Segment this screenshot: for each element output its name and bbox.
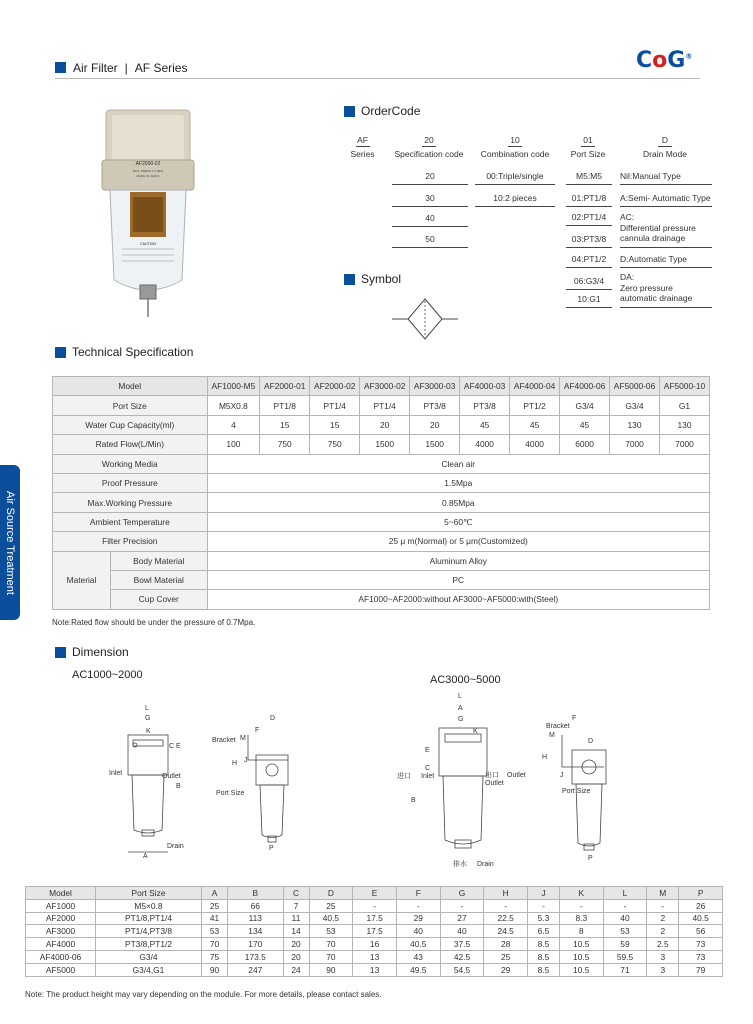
table-cell: 247 — [228, 963, 283, 976]
oc-col-spec: 20 Specification code — [394, 135, 464, 159]
table-cell: 40 — [396, 925, 440, 938]
order-code-heading — [344, 104, 420, 118]
svg-text:G: G — [458, 716, 464, 723]
svg-text:E: E — [176, 743, 181, 750]
table-row — [26, 887, 723, 900]
row-label: Max.Working Pressure — [53, 493, 208, 512]
table-cell: 3 — [647, 950, 679, 963]
spec-option: 30 — [392, 193, 468, 207]
table-cell: 8.5 — [528, 938, 560, 951]
svg-text:Port Size: Port Size — [562, 788, 591, 795]
table-cell: PC — [207, 570, 709, 589]
table-cell: 45 — [510, 415, 560, 434]
svg-text:L: L — [145, 705, 149, 712]
table-header-cell: F — [396, 887, 440, 900]
table-header-cell: AF2000-02 — [310, 377, 360, 396]
table-cell: G3/4 — [560, 396, 610, 415]
table-header-cell: AF5000-06 — [610, 377, 660, 396]
dimension-subtitle-left: AC1000~2000 — [72, 669, 143, 681]
page-title: Air Filter — [73, 60, 118, 75]
combination-option: 00:Triple/single — [475, 171, 555, 185]
table-header-cell: K — [559, 887, 603, 900]
page-header — [55, 61, 187, 74]
table-cell: 0.85Mpa — [207, 493, 709, 512]
table-header-cell: H — [484, 887, 528, 900]
port-option: 04:PT1/2 — [566, 254, 612, 268]
table-cell: PT1/4 — [310, 396, 360, 415]
section-marker — [55, 647, 66, 658]
table-cell: 59 — [603, 938, 647, 951]
svg-text:排水: 排水 — [453, 861, 467, 868]
oc-col-drain: D Drain Mode — [643, 135, 687, 159]
svg-text:Outlet: Outlet — [507, 772, 526, 779]
product-image — [98, 105, 198, 325]
page-header-rule — [55, 78, 700, 79]
table-header-cell: L — [603, 887, 647, 900]
table-cell: 8.5 — [528, 963, 560, 976]
model-cell: AF4000-06 — [26, 950, 96, 963]
svg-text:C: C — [425, 765, 431, 772]
table-cell: 53 — [309, 925, 353, 938]
port-option: M5:M5 — [566, 171, 612, 185]
table-row — [53, 493, 710, 512]
table-cell: 1500 — [410, 435, 460, 454]
table-cell: 5~60℃ — [207, 512, 709, 531]
table-cell: G1 — [660, 396, 710, 415]
table-cell: 4000 — [460, 435, 510, 454]
table-cell: G3/4,G1 — [96, 963, 202, 976]
drain-option-ac: AC: Differential pressure cannula drainage — [620, 212, 712, 248]
table-cell: 4000 — [510, 435, 560, 454]
port-option: 03:PT3/8 — [566, 234, 612, 248]
table-cell: Clean air — [207, 454, 709, 473]
table-cell: 5.3 — [528, 912, 560, 925]
table-cell: 79 — [679, 963, 723, 976]
svg-text:M: M — [549, 732, 555, 739]
table-row — [53, 551, 710, 570]
model-cell: AF1000 — [26, 899, 96, 912]
table-cell: PT3/8 — [410, 396, 460, 415]
table-cell: - — [396, 899, 440, 912]
svg-text:F: F — [255, 727, 260, 734]
dimension-subtitle-right: AC3000~5000 — [430, 674, 501, 686]
table-cell: 40 — [603, 912, 647, 925]
model-cell: AF3000 — [26, 925, 96, 938]
table-header-cell: Model — [26, 887, 96, 900]
table-header-cell: AF4000-04 — [510, 377, 560, 396]
table-cell: 100 — [207, 435, 260, 454]
table-cell: 40.5 — [679, 912, 723, 925]
table-cell: 173.5 — [228, 950, 283, 963]
table-cell: 29 — [396, 912, 440, 925]
svg-text:J: J — [560, 772, 564, 779]
table-header-cell: E — [353, 887, 397, 900]
table-row — [26, 925, 723, 938]
table-cell: - — [559, 899, 603, 912]
svg-text:P: P — [588, 855, 593, 862]
table-header-cell: P — [679, 887, 723, 900]
table-cell: 13 — [353, 950, 397, 963]
drawing-small-front — [100, 700, 200, 865]
product-caution: CAUTION — [140, 242, 156, 246]
table-cell: 90 — [202, 963, 228, 976]
table-cell: 17.5 — [353, 912, 397, 925]
table-row — [53, 415, 710, 434]
table-cell: 2.5 — [647, 938, 679, 951]
svg-text:Bracket: Bracket — [212, 737, 236, 744]
table-cell: 73 — [679, 950, 723, 963]
svg-text:E: E — [425, 747, 430, 754]
svg-text:C: C — [169, 743, 175, 750]
table-cell: - — [603, 899, 647, 912]
oc-col-combination: 10 Combination code — [480, 135, 550, 159]
table-cell: - — [484, 899, 528, 912]
svg-text:D: D — [270, 715, 276, 722]
table-cell: 13 — [353, 963, 397, 976]
table-cell: 71 — [603, 963, 647, 976]
svg-text:F: F — [572, 715, 577, 722]
table-cell: 15 — [310, 415, 360, 434]
table-header-cell: AF5000-10 — [660, 377, 710, 396]
row-label: Port Size — [53, 396, 208, 415]
dimension-table — [25, 886, 723, 977]
table-cell: 43 — [396, 950, 440, 963]
model-cell: AF5000 — [26, 963, 96, 976]
combination-option: 10:2 pieces — [475, 193, 555, 207]
table-cell: 7000 — [610, 435, 660, 454]
svg-text:K: K — [473, 728, 478, 735]
tech-spec-table — [52, 376, 710, 610]
table-cell: 750 — [310, 435, 360, 454]
table-header-cell: B — [228, 887, 283, 900]
model-cell: AF4000 — [26, 938, 96, 951]
table-cell: 24 — [283, 963, 309, 976]
table-cell: 4 — [207, 415, 260, 434]
svg-text:M: M — [240, 735, 246, 742]
svg-text:D: D — [588, 738, 594, 745]
tech-spec-title: Technical Specification — [72, 345, 194, 359]
svg-text:进口: 进口 — [397, 773, 411, 780]
table-cell: 15 — [260, 415, 310, 434]
row-label: Cup Cover — [111, 590, 208, 609]
table-cell: 2 — [647, 912, 679, 925]
svg-text:Outlet: Outlet — [162, 773, 181, 780]
table-cell: 42.5 — [440, 950, 484, 963]
table-cell: M5×0.8 — [96, 899, 202, 912]
table-header-cell: AF3000-02 — [360, 377, 410, 396]
table-header-cell: AF4000-06 — [560, 377, 610, 396]
drawing-large-side — [540, 705, 640, 865]
product-label-model: AF2000-02 — [135, 161, 161, 167]
table-cell: - — [647, 899, 679, 912]
table-cell: 7000 — [660, 435, 710, 454]
table-cell: 14 — [283, 925, 309, 938]
model-cell: AF2000 — [26, 912, 96, 925]
table-cell: 10.5 — [559, 963, 603, 976]
table-row — [53, 454, 710, 473]
section-marker — [344, 106, 355, 117]
svg-text:Drain: Drain — [167, 843, 184, 850]
row-label: Bowl Material — [111, 570, 208, 589]
svg-text:Port Size: Port Size — [216, 790, 245, 797]
drain-option-nil: Nil:Manual Type — [620, 171, 712, 185]
table-cell: - — [353, 899, 397, 912]
port-option: 01:PT1/8 — [566, 193, 612, 207]
table-cell: PT1/4,PT3/8 — [96, 925, 202, 938]
oc-col-port: 01 Port Size — [570, 135, 606, 159]
product-label-line2: MADE IN CHINA — [136, 174, 160, 178]
spec-option: 40 — [392, 213, 468, 227]
tech-spec-heading — [55, 345, 193, 359]
dimension-heading — [55, 645, 129, 659]
table-cell: 6.5 — [528, 925, 560, 938]
svg-text:Inlet: Inlet — [109, 770, 123, 777]
table-row — [26, 963, 723, 976]
filter-symbol-icon — [390, 297, 460, 341]
table-cell: Aluminum Alloy — [207, 551, 709, 570]
row-label: Proof Pressure — [53, 473, 208, 492]
symbol-title: Symbol — [361, 272, 402, 286]
table-cell: M5X0.8 — [207, 396, 260, 415]
table-cell: 1.5Mpa — [207, 473, 709, 492]
svg-text:Drain: Drain — [477, 861, 494, 868]
table-header-cell: AF3000-03 — [410, 377, 460, 396]
row-label: Body Material — [111, 551, 208, 570]
svg-text:Bracket: Bracket — [546, 723, 570, 730]
row-label: Water Cup Capacity(ml) — [53, 415, 208, 434]
svg-text:H: H — [542, 754, 548, 761]
table-cell: 10.5 — [559, 938, 603, 951]
row-label: Ambient Temperature — [53, 512, 208, 531]
product-label-line1: MAX. PRESS 1.0 MPa — [132, 169, 164, 173]
table-header-cell: C — [283, 887, 309, 900]
tech-spec-note: Note:Rated flow should be under the pressure of 0.7Mpa. — [52, 618, 256, 627]
table-cell: G3/4 — [96, 950, 202, 963]
table-cell: 1500 — [360, 435, 410, 454]
table-header-cell: M — [647, 887, 679, 900]
table-cell: 75 — [202, 950, 228, 963]
svg-text:Outlet: Outlet — [485, 780, 504, 787]
table-cell: 134 — [228, 925, 283, 938]
table-cell: 25 — [484, 950, 528, 963]
table-cell: 40.5 — [396, 938, 440, 951]
table-cell: 130 — [610, 415, 660, 434]
drain-option-d: D:Automatic Type — [620, 254, 712, 268]
row-label: Rated Flow(L/Min) — [53, 435, 208, 454]
table-cell: 73 — [679, 938, 723, 951]
table-cell: 8 — [559, 925, 603, 938]
table-cell: 26 — [679, 899, 723, 912]
table-cell: 53 — [202, 925, 228, 938]
table-cell: PT3/8,PT1/2 — [96, 938, 202, 951]
svg-text:L: L — [458, 693, 462, 700]
table-header-cell: A — [202, 887, 228, 900]
section-side-tab: Air Source Treatment — [0, 465, 20, 620]
title-separator: | — [124, 60, 128, 75]
table-cell: 20 — [283, 938, 309, 951]
table-cell: 49.5 — [396, 963, 440, 976]
table-header-cell: J — [528, 887, 560, 900]
drain-option-a: A:Semi- Automatic Type — [620, 193, 712, 207]
table-cell: 170 — [228, 938, 283, 951]
table-cell: 40 — [440, 925, 484, 938]
table-cell: 45 — [560, 415, 610, 434]
table-cell: 53 — [603, 925, 647, 938]
row-label: Filter Precision — [53, 532, 208, 551]
table-cell: 27 — [440, 912, 484, 925]
svg-text:P: P — [269, 845, 274, 852]
svg-text:A: A — [143, 853, 148, 860]
table-cell: 56 — [679, 925, 723, 938]
table-row — [53, 532, 710, 551]
section-marker — [55, 347, 66, 358]
table-cell: 66 — [228, 899, 283, 912]
table-cell: 70 — [309, 950, 353, 963]
table-row — [53, 435, 710, 454]
table-cell: 7 — [283, 899, 309, 912]
table-cell: G3/4 — [610, 396, 660, 415]
table-cell: PT1/2 — [510, 396, 560, 415]
table-cell: 10.5 — [559, 950, 603, 963]
drawing-small-side — [212, 710, 302, 860]
table-cell: - — [528, 899, 560, 912]
svg-text:B: B — [176, 783, 181, 790]
table-cell: PT1/8,PT1/4 — [96, 912, 202, 925]
table-cell: 70 — [309, 938, 353, 951]
table-cell: PT3/8 — [460, 396, 510, 415]
port-option: 02:PT1/4 — [566, 212, 612, 226]
svg-text:B: B — [411, 797, 416, 804]
svg-text:H: H — [232, 760, 238, 767]
table-cell: 3 — [647, 963, 679, 976]
section-marker — [344, 274, 355, 285]
table-row — [53, 512, 710, 531]
table-header-cell: AF1000-M5 — [207, 377, 260, 396]
table-cell: 59.5 — [603, 950, 647, 963]
drawing-large-front — [395, 690, 535, 875]
table-row — [53, 377, 710, 396]
table-cell: 29 — [484, 963, 528, 976]
table-header-cell: Model — [53, 377, 208, 396]
table-header-cell: Port Size — [96, 887, 202, 900]
table-row — [26, 912, 723, 925]
table-header-cell: G — [440, 887, 484, 900]
table-cell: 28 — [484, 938, 528, 951]
row-label: Working Media — [53, 454, 208, 473]
table-cell: 8.3 — [559, 912, 603, 925]
row-label-material: Material — [53, 551, 111, 609]
table-row — [53, 473, 710, 492]
port-option: 10:G1 — [566, 294, 612, 308]
table-cell: 24.5 — [484, 925, 528, 938]
table-cell: PT1/4 — [360, 396, 410, 415]
table-cell: 90 — [309, 963, 353, 976]
table-cell: 20 — [283, 950, 309, 963]
svg-text:J: J — [244, 757, 248, 764]
table-cell: 11 — [283, 912, 309, 925]
dimension-title: Dimension — [72, 645, 129, 659]
svg-text:K: K — [146, 728, 151, 735]
dimension-note: Note: The product height may vary depending on the module. For more details, please contact sales. — [25, 990, 382, 999]
table-row — [26, 899, 723, 912]
table-row — [53, 590, 710, 609]
table-cell: 20 — [360, 415, 410, 434]
drain-option-da: DA: Zero pressure automatic drainage — [620, 272, 712, 308]
spec-option: 20 — [392, 171, 468, 185]
svg-text:Inlet: Inlet — [421, 773, 435, 780]
table-row — [26, 950, 723, 963]
table-cell: 6000 — [560, 435, 610, 454]
table-cell: PT1/8 — [260, 396, 310, 415]
table-cell: 8.5 — [528, 950, 560, 963]
table-row — [26, 938, 723, 951]
table-cell: 25 — [202, 899, 228, 912]
table-cell: AF1000~AF2000:without AF3000~AF5000:with(Steel) — [207, 590, 709, 609]
table-cell: 17.5 — [353, 925, 397, 938]
table-cell: 37.5 — [440, 938, 484, 951]
table-cell: 41 — [202, 912, 228, 925]
table-cell: 130 — [660, 415, 710, 434]
table-header-cell: AF2000-01 — [260, 377, 310, 396]
table-cell: 16 — [353, 938, 397, 951]
table-cell: 25 μ m(Normal) or 5 μm(Customized) — [207, 532, 709, 551]
brand-logo: CoG® — [636, 48, 693, 73]
section-marker — [55, 62, 66, 73]
series-name: AF Series — [134, 60, 188, 75]
table-cell: 2 — [647, 925, 679, 938]
svg-text:G: G — [145, 715, 151, 722]
table-cell: 45 — [460, 415, 510, 434]
table-header-cell: D — [309, 887, 353, 900]
port-option: 06:G3/4 — [566, 276, 612, 290]
table-cell: 70 — [202, 938, 228, 951]
order-code-title: OrderCode — [361, 104, 421, 118]
table-row — [53, 396, 710, 415]
table-cell: 25 — [309, 899, 353, 912]
table-cell: 750 — [260, 435, 310, 454]
oc-col-series: AF Series — [350, 135, 375, 159]
table-cell: 20 — [410, 415, 460, 434]
table-cell: 40.5 — [309, 912, 353, 925]
table-row — [53, 570, 710, 589]
table-cell: 54.5 — [440, 963, 484, 976]
symbol-heading — [344, 272, 401, 286]
spec-option: 50 — [392, 234, 468, 248]
table-cell: 22.5 — [484, 912, 528, 925]
table-cell: 113 — [228, 912, 283, 925]
table-cell: - — [440, 899, 484, 912]
svg-text:出口: 出口 — [485, 772, 499, 779]
svg-text:A: A — [458, 705, 463, 712]
table-header-cell: AF4000-03 — [460, 377, 510, 396]
